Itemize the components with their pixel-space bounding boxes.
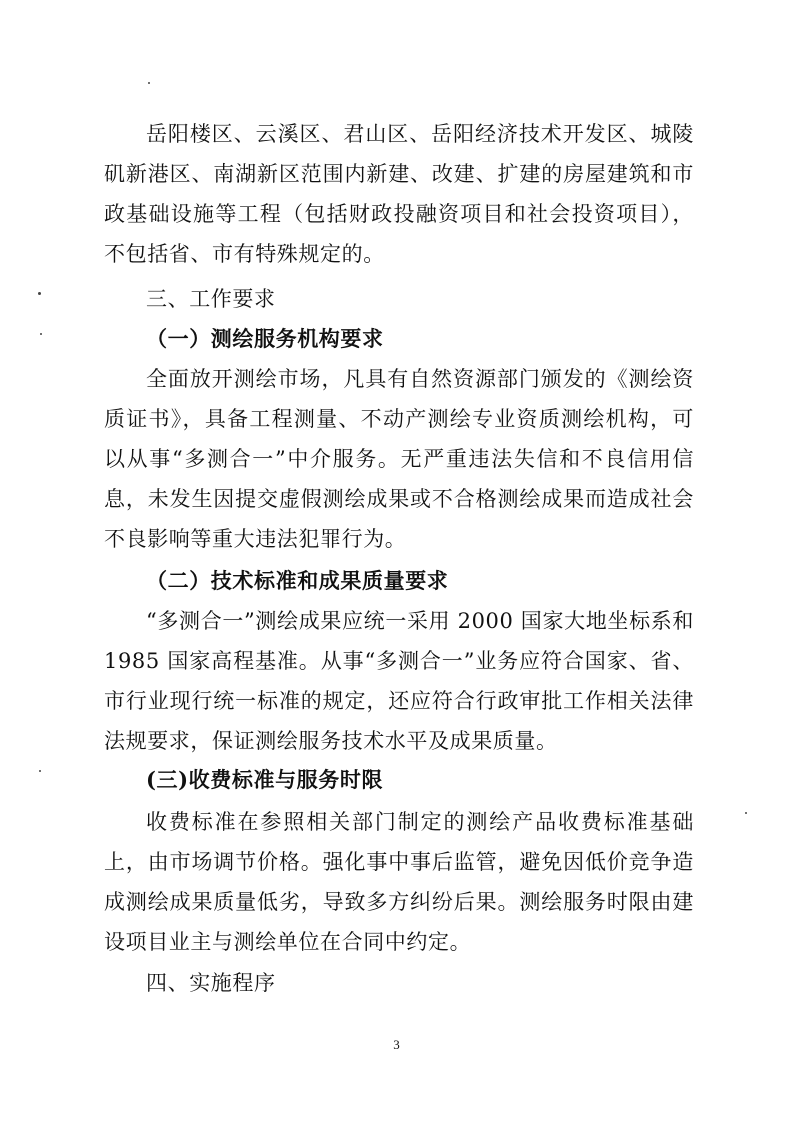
scan-speck	[745, 812, 747, 814]
subsection-1-heading: （一）测绘服务机构要求	[146, 326, 384, 351]
intro-paragraph: 岳阳楼区、云溪区、君山区、岳阳经济技术开发区、城陵矶新港区、南湖新区范围内新建、改建、扩建的房屋建筑和市政基础设施等工程（包括财政投融资项目和社会投资项目），不包括省、市有特殊规定的。	[104, 122, 694, 266]
page-number: 3	[393, 1037, 400, 1052]
scan-speck	[148, 82, 150, 84]
scan-speck	[39, 770, 41, 772]
subsection-1-body: 全面放开测绘市场，凡具有自然资源部门颁发的《测绘资质证书》，具备工程测量、不动产测绘专业资质测绘机构，可以从事“多测合一”中介服务。无严重违法失信和不良信用信息，未发生因提交虚假测绘成果或不合格测绘成果而造成社会不良影响等重大违法犯罪行为。	[104, 367, 694, 551]
section-3-heading: 三、工作要求	[146, 287, 276, 311]
scan-speck	[38, 292, 41, 295]
subsection-3-heading: (三)收费标准与服务时限	[146, 767, 384, 792]
subsection-3-body: 收费标准在参照相关部门制定的测绘产品收费标准基础上，由市场调节价格。强化事中事后监管，避免因低价竞争造成测绘成果质量低劣，导致多方纠纷后果。测绘服务时限由建设项目业主与测绘单位在合同中约定。	[104, 810, 694, 954]
section-4-heading: 四、实施程序	[146, 971, 276, 995]
subsection-2-heading: （二）技术标准和成果质量要求	[146, 568, 449, 593]
scan-speck	[40, 333, 42, 335]
subsection-2-body: “多测合一”测绘成果应统一采用 2000 国家大地坐标系和 1985 国家高程基准。从事“多测合一”业务应符合国家、省、市行业现行统一标准的规定，还应符合行政审批工作相关法律法规要求，保证测绘服务技术水平及成果质量。	[104, 609, 694, 753]
